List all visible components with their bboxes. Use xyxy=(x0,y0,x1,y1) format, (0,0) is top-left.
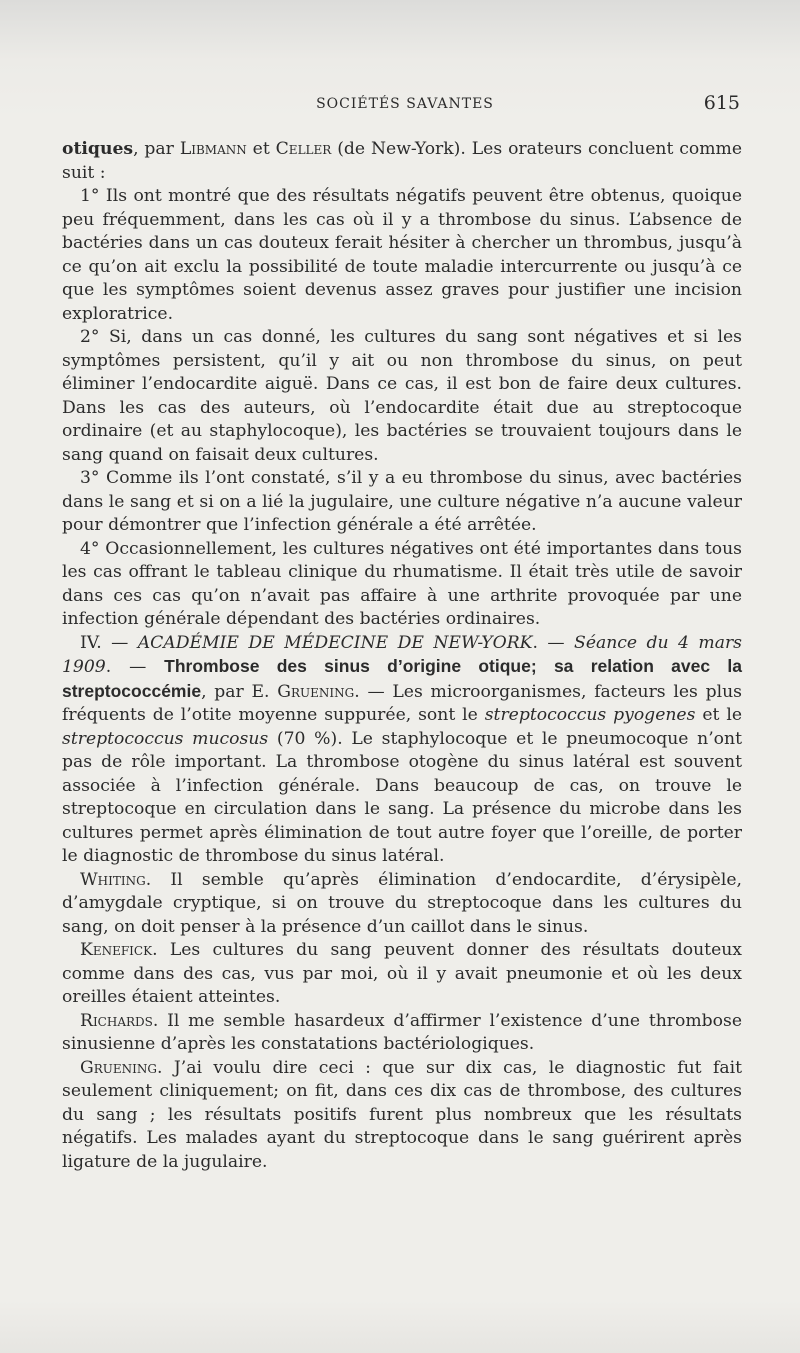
article-body xyxy=(62,138,742,1174)
running-head: SOCIÉTÉS SAVANTES xyxy=(316,96,494,112)
text-run: (de New-York). Les orateurs concluent comme suit : xyxy=(62,139,742,183)
speaker-name: Whiting xyxy=(80,869,146,890)
text-run: . Les cultures du sang peuvent donner des résultats douteux comme dans des cas, vus par moi, où il y avait pneumonie et où les deux oreilles étaient atteintes. xyxy=(62,940,742,1007)
paragraph-1 xyxy=(62,138,742,185)
paragraph-7 xyxy=(62,869,742,940)
paper-title: Thrombose des sinus d’origine otique; sa relation avec la streptococcémie xyxy=(62,656,742,701)
paragraph-8 xyxy=(62,939,742,1010)
author-name: Libmann xyxy=(179,139,247,159)
text-run: , par E. xyxy=(201,681,278,702)
species-name: streptococcus pyogenes xyxy=(484,705,696,725)
session-date: Séance du 4 mars 1909 xyxy=(62,632,743,677)
text-run: et xyxy=(246,139,276,159)
paragraph-3: 2° Si, dans un cas donné, les cultures du sang sont négatives et si les symptômes persistent, qu’il y ait ou non thrombose du sinus, on peut éliminer l’endocardite aiguë. Dans ce cas, il est bon de faire deux cultures. Dans les cas des auteurs, où l’endocardite était due au streptocoque ordinaire (et au staphylocoque), les bactéries se trouvaient toujours dans le sang quand on faisait deux cultures. xyxy=(62,327,742,465)
speaker-name: Richards xyxy=(80,1010,153,1031)
author-name: Celler xyxy=(275,139,332,159)
paragraph-4: 3° Comme ils l’ont constaté, s’il y a eu thrombose du sinus, avec bactéries dans le sang et si on a lié la jugulaire, une culture négative n’a aucune valeur pour démontrer que l’infection générale a été arrêtée. xyxy=(62,468,742,535)
author-name: Gruening xyxy=(277,681,355,702)
speaker-name: Gruening xyxy=(80,1057,157,1078)
text-run: . — xyxy=(532,632,575,653)
text-run: . — Les microorganismes, facteurs les plus fréquents de l’otite moyenne suppurée, sont le xyxy=(62,681,742,725)
paragraph-10 xyxy=(62,1057,742,1175)
paragraph-2: 1° Ils ont montré que des résultats négatifs peuvent être obtenus, quoique peu fréquemment, dans les cas où il y a thrombose du sinus. L’absence de bactéries dans un cas douteux ferait hésiter à chercher un thrombus, jusqu’à ce qu’on ait exclu la possibilité de toute maladie intercurrente ou jusqu’à ce que les symptômes soient devenus assez graves pour justifier une incision exploratrice. xyxy=(62,186,742,324)
speaker-name: Kenefick xyxy=(80,940,153,960)
page-header xyxy=(70,92,740,116)
paragraph-5: 4° Occasionnellement, les cultures négatives ont été importantes dans tous les cas offrant le tableau clinique du rhumatisme. Il était très utile de savoir dans ces cas qu’on n’avait pas affaire à une arthrite provoquée par une infection générale dépendant des bactéries ordinaires. xyxy=(62,538,742,629)
paragraph-6 xyxy=(62,632,742,869)
text-run: et le xyxy=(695,705,742,725)
species-name: streptococcus mucosus xyxy=(62,728,269,749)
text-run: . Il semble qu’après élimination d’endocardite, d’érysipèle, d’amygdale cryptique, si on trouve du streptocoque dans les cultures du sang, on doit penser à la présence d’un caillot dans le sinus. xyxy=(62,869,742,937)
page-number: 615 xyxy=(703,92,740,114)
society-name: ACADÉMIE DE MÉDECINE DE NEW-YORK xyxy=(137,632,533,653)
text-run: . J’ai voulu dire ceci : que sur dix cas, le diagnostic fut fait seulement cliniquement; on fit, dans ces dix cas de thrombose, des cultures du sang ; les résultats positifs furent plus nombreux que les résultats négatifs. Les malades ayant du streptocoque dans le sang guérirent après ligature de la jugulaire. xyxy=(62,1057,742,1172)
text-run: , par xyxy=(133,139,180,159)
text-run: . Il me semble hasardeux d’affirmer l’existence d’une thrombose sinusienne d’après les constatations bactériologiques. xyxy=(62,1010,742,1054)
section-number: IV. — xyxy=(80,632,138,653)
text-run: . — xyxy=(105,657,165,677)
text-run: (70 %). Le staphylocoque et le pneumocoque n’ont pas de rôle important. La thrombose otogène du sinus latéral est souvent associée à l’infection générale. Dans beaucoup de cas, on trouve le streptocoque en circulation dans le sang. La présence du microbe dans les cultures permet après élimination de tout autre foyer que l’oreille, de porter le diagnostic de thrombose du sinus latéral. xyxy=(62,728,742,866)
paragraph-9 xyxy=(62,1010,742,1057)
bold-term: otiques xyxy=(62,139,134,159)
